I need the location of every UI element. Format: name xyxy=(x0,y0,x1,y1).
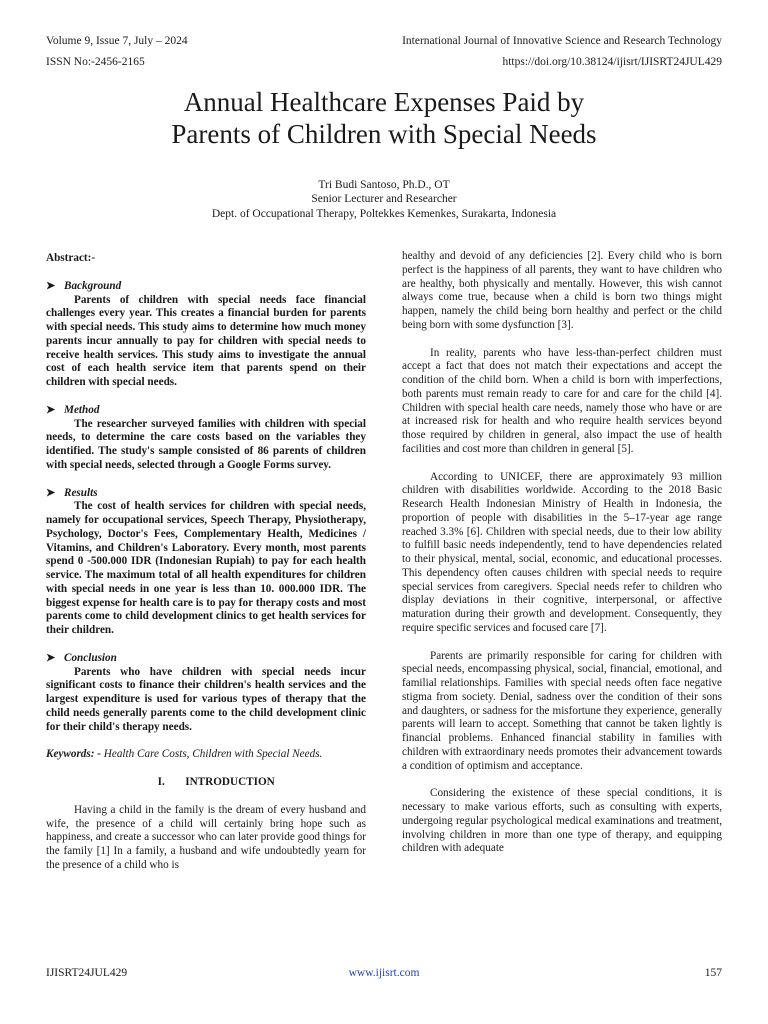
background-text: Parents of children with special needs face financial challenges every year. This creates a financial burden for parents with special needs. This study aims to determine how much money parents incur annually to pay for children with special needs to receive health services. This study aims to investigate the annual cost of each health service item that parents spend on their children with special needs. xyxy=(46,293,366,388)
intro-paragraph-1: Having a child in the family is the dream of every husband and wife, the presence of a child will certainly bring hope such as happiness, and create a successor who can later provide good things for the family [1] In a family, a husband and wife undoubtedly yearn for the presence of a child who is xyxy=(46,803,366,871)
journal-name: International Journal of Innovative Science and Research Technology xyxy=(402,35,722,47)
author-name: Tri Budi Santoso, Ph.D., OT xyxy=(318,179,450,191)
arrow-bullet-icon: ➤ xyxy=(46,651,56,664)
journal-website-link[interactable]: www.ijisrt.com xyxy=(348,967,420,979)
conclusion-heading: ➤ Conclusion xyxy=(46,651,117,664)
running-header-top xyxy=(46,34,722,48)
doi-link[interactable]: https://doi.org/10.38124/ijisrt/IJISRT24JUL429 xyxy=(502,56,722,68)
intro-paragraph-3: According to UNICEF, there are approximately 93 million children with disabilities worldwide. According to the 2018 Basic Research Health Indonesian Ministry of Health in Indonesia, the proportion of people with disabilities in the 5–17-year age range reached 3.3% [6]. Children with special needs, due to their low ability to fulfill basic needs independently, tend to have dependencies related to their physical, mental, social, economic, and educational processes. This dependency often causes children with special needs to require special services from caregivers. Special needs refer to children who display deviations in their cognitive, interpersonal, or affective maturation during their growth and development. Consequently, they require specific services and focused care [7]. xyxy=(402,470,722,634)
author-role: Senior Lecturer and Researcher xyxy=(311,193,457,206)
title-line-1: Annual Healthcare Expenses Paid by xyxy=(183,87,585,117)
keywords-text: Health Care Costs, Children with Special Needs. xyxy=(103,748,323,761)
method-heading: ➤ Method xyxy=(46,403,100,416)
background-heading: ➤ Background xyxy=(46,279,122,292)
right-column xyxy=(402,250,722,856)
intro-paragraph-2: In reality, parents who have less-than-perfect children must accept a fact that does not match their expectations and accept the condition of the child born. When a child is born with imperfections, both parents must remain ready to care for and care for the child [4]. Children with special health care needs, namely those who have or are at increased risk for health and who require health services beyond those required by children in general, also impact the use of health facilities and cost more than children in general [5]. xyxy=(402,346,722,455)
introduction-heading: I. INTRODUCTION xyxy=(46,776,366,790)
keywords-label: Keywords: - xyxy=(46,748,101,761)
article-code: IJISRT24JUL429 xyxy=(46,967,128,979)
conclusion-text: Parents who have children with special needs incur significant costs to finance their children's health services and the largest expenditure is used for various types of therapy that the child needs generally parents come to the child development clinic for their child's therapy needs. xyxy=(46,665,366,733)
volume-issue: Volume 9, Issue 7, July – 2024 xyxy=(46,35,188,47)
intro-paragraph-5: Considering the existence of these special conditions, it is necessary to make various efforts, such as consulting with experts, undergoing regular psychological medical examinations and treatment, involving children in more than one type of therapy, and equipping children with adequate xyxy=(402,787,722,855)
title-line-2: Parents of Children with Special Needs xyxy=(171,119,597,149)
intro-paragraph-4: Parents are primarily responsible for caring for children with special needs, encompassing physical, social, financial, emotional, and familial relationships. Families with special needs often face negative stigma from society. Denial, sadness over the condition of their sons and daughters, or sadness for the misfortune they experience, generally parents will learn to accept. Something that cannot be taken lightly is financial problems. Enhanced financial stability in families with children with extraordinary needs promotes their advancement towards a condition of optimism and acceptance. xyxy=(402,649,722,772)
left-column xyxy=(46,252,366,873)
author-block xyxy=(0,178,768,221)
results-text: The cost of health services for children with special needs, namely for occupational services, Speech Therapy, Physiotherapy, Psychology, Doctor's Fees, Complementary Health, Medicines / Vitamins, and Children's Laboratory. Every month, most parents spend 0 -500.000 IDR (Indonesian Rupiah) to pay for each health service. The maximum total of all health expenditures for children with special needs in one year is less than 10. 000.000 IDR. The biggest expense for health care is to pay for therapy costs and most parents come to child development clinics to get health services for their children. xyxy=(46,500,366,636)
page-number: 157 xyxy=(704,967,722,979)
arrow-bullet-icon: ➤ xyxy=(46,486,56,499)
abstract-heading: Abstract:- xyxy=(46,252,96,264)
keywords xyxy=(46,748,366,762)
intro-paragraph-1-continued: healthy and devoid of any deficiencies [2]. Every child who is born perfect is the happiness of all parents, they want to have children who are healthy, both physically and mentally. However, this wish cannot always come true, because when a child is born two things might happen, namely the child being born healthy and perfect or the child being born with some dysfunction [3]. xyxy=(402,250,722,331)
author-affiliation: Dept. of Occupational Therapy, Poltekkes Kemenkes, Surakarta, Indonesia xyxy=(211,207,557,220)
running-header-bottom xyxy=(46,55,722,69)
issn: ISSN No:-2456-2165 xyxy=(46,56,145,68)
results-heading: ➤ Results xyxy=(46,486,98,499)
arrow-bullet-icon: ➤ xyxy=(46,403,56,416)
section-number: I. xyxy=(157,776,165,788)
paper-title xyxy=(0,86,768,150)
arrow-bullet-icon: ➤ xyxy=(46,279,56,292)
method-text: The researcher surveyed families with children with special needs, to determine the care costs based on the variables they identified. The study's sample consisted of 86 parents of children with special needs, selected through a Google Forms survey. xyxy=(46,417,366,471)
